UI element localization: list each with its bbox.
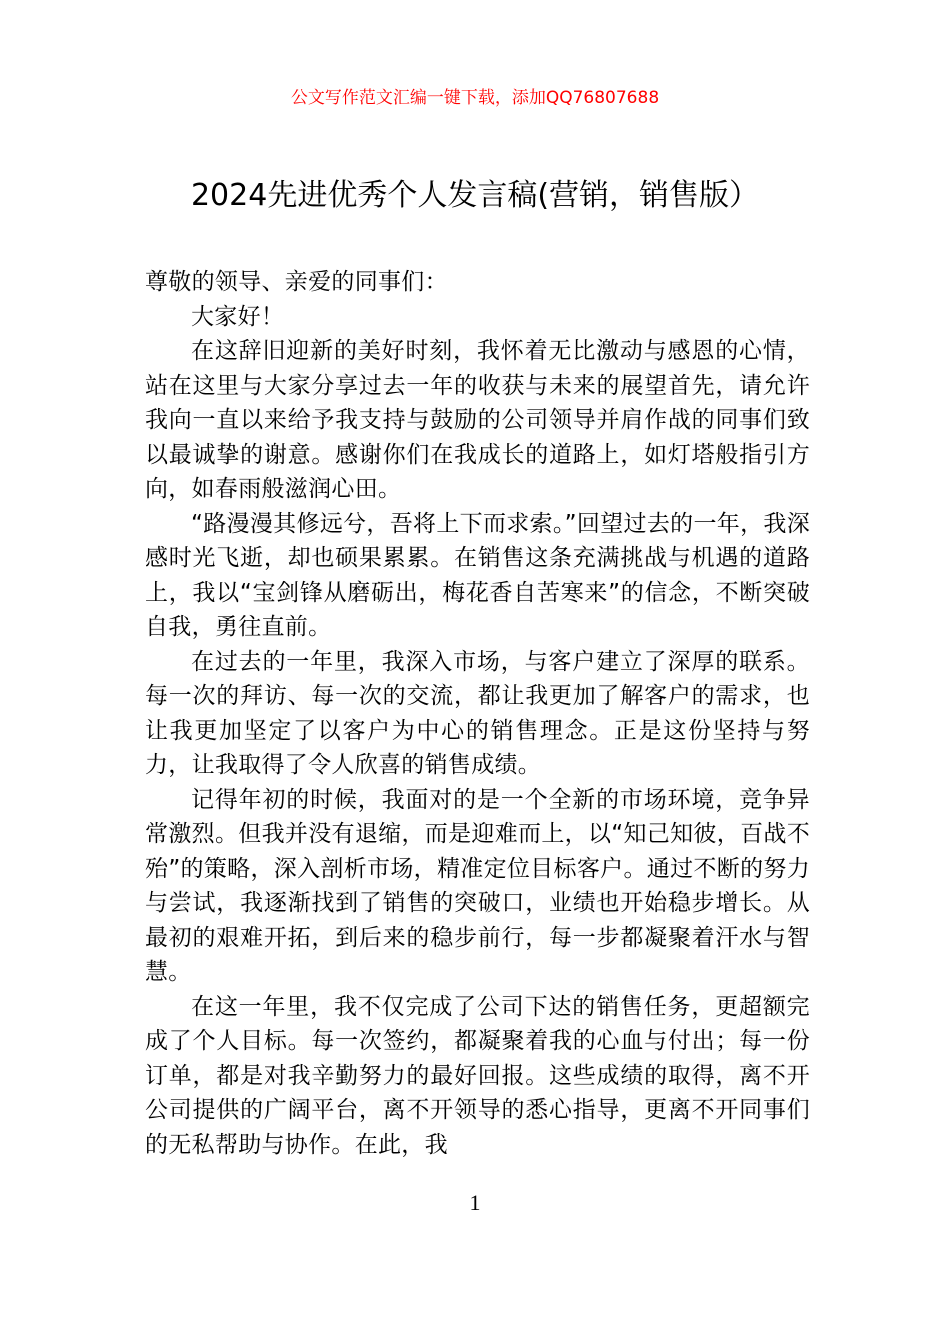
document-title: 2024先进优秀个人发言稿(营销，销售版） [190, 178, 760, 213]
body-paragraph-5: 在这一年里，我不仅完成了公司下达的销售任务，更超额完成了个人目标。每一次签约，都凝聚着我的心血与付出；每一份订单，都是对我辛勤努力的最好回报。这些成绩的取得，离不开公司提供的广阔平台，离不开领导的悉心指导，更离不开同事们的无私帮助与协作。在此，我 [145, 993, 810, 1158]
body-paragraph-2: “路漫漫其修远兮，吾将上下而求索。”回望过去的一年，我深感时光飞逝，却也硕果累累。在销售这条充满挑战与机遇的道路上，我以“宝剑锋从磨砺出，梅花香自苦寒来”的信念，不断突破自我，勇往直前。 [145, 510, 810, 640]
body-paragraph-1: 在这辞旧迎新的美好时刻，我怀着无比激动与感恩的心情，站在这里与大家分享过去一年的收获与未来的展望首先，请允许我向一直以来给予我支持与鼓励的公司领导并肩作战的同事们致以最诚挚的谢意。感谢你们在我成长的道路上，如灯塔般指引方向，如春雨般滋润心田。 [145, 338, 810, 502]
salutation: 尊敬的领导、亲爱的同事们： [145, 269, 448, 295]
body-paragraph-3: 在过去的一年里，我深入市场，与客户建立了深厚的联系。每一次的拜访、每一次的交流，都让我更加了解客户的需求，也让我更加坚定了以客户为中心的销售理念。正是这份坚持与努力，让我取得了令人欣喜的销售成绩。 [145, 648, 810, 778]
download-promo-note: 公文写作范文汇编一键下载，添加QQ76807688 [290, 88, 660, 108]
greeting: 大家好！ [191, 303, 285, 330]
body-paragraph-4: 记得年初的时候，我面对的是一个全新的市场环境，竞争异常激烈。但我并没有退缩，而是迎难而上，以“知己知彼，百战不殆”的策略，深入剖析市场，精准定位目标客户。通过不断的努力与尝试，我逐渐找到了销售的突破口，业绩也开始稳步增长。从最初的艰难开拓，到后来的稳步前行，每一步都凝聚着汗水与智慧。 [145, 786, 810, 985]
document-body [145, 265, 810, 1162]
page-number: 1 [469, 1190, 481, 1215]
